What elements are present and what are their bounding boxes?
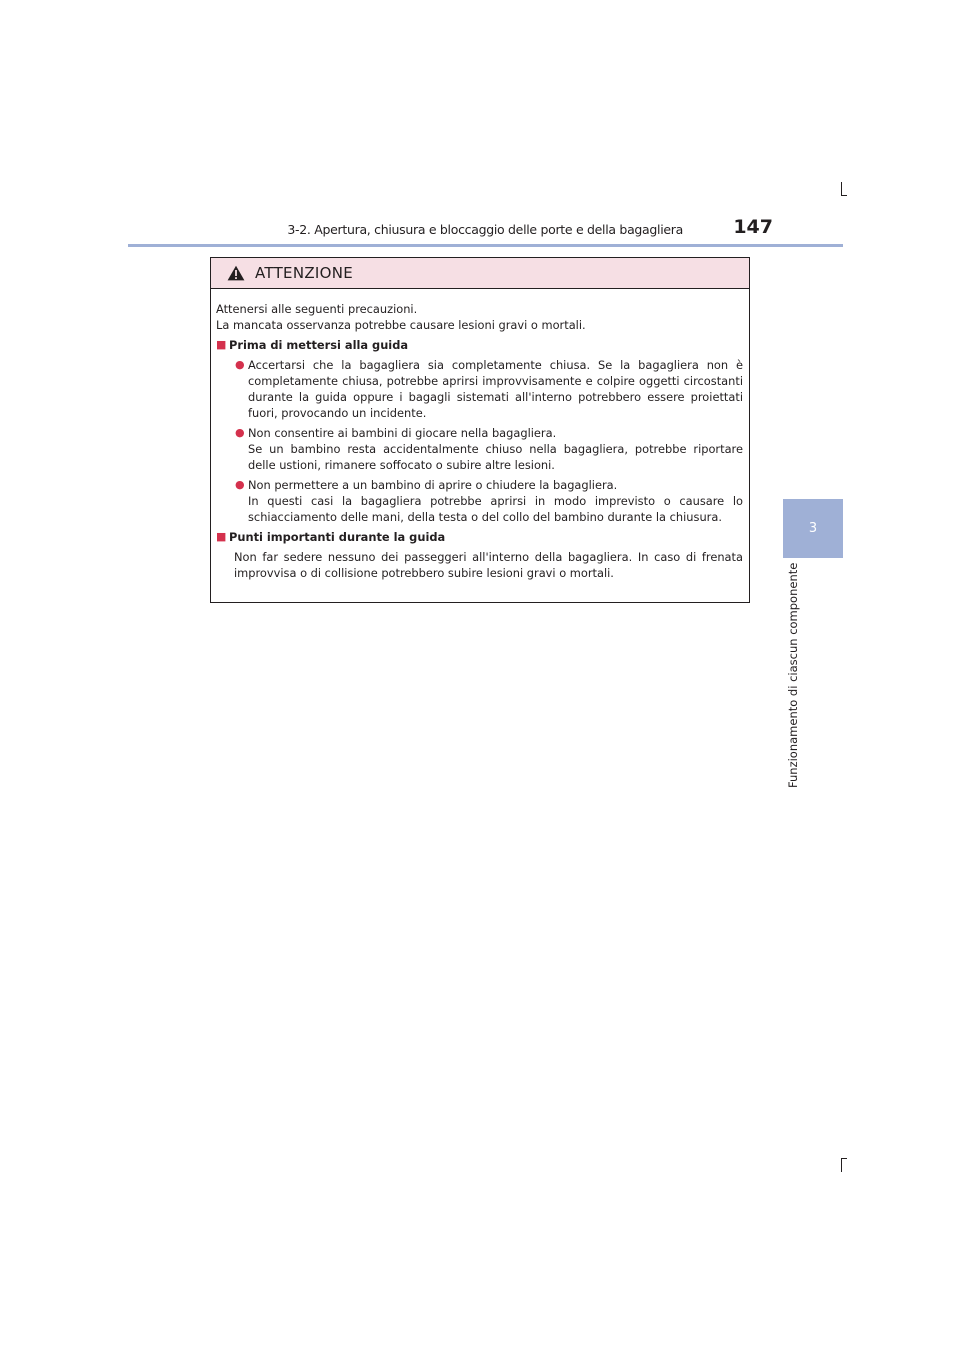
header-title: 3-2. Apertura, chiusura e bloccaggio delle porte e della bagagliera bbox=[287, 222, 683, 237]
circle-bullet-icon: ● bbox=[235, 426, 245, 439]
page-header bbox=[128, 216, 843, 246]
header-rule bbox=[128, 244, 843, 247]
square-bullet-icon: ■ bbox=[216, 338, 227, 351]
section-title: Punti importanti durante la guida bbox=[229, 530, 446, 544]
crop-mark bbox=[841, 195, 847, 196]
warning-title: ATTENZIONE bbox=[255, 264, 354, 282]
section-title: Prima di mettersi alla guida bbox=[229, 338, 409, 352]
circle-bullet-icon: ● bbox=[235, 478, 245, 491]
square-bullet-icon: ■ bbox=[216, 530, 227, 543]
list-item bbox=[216, 357, 743, 421]
section-heading bbox=[216, 529, 743, 545]
chapter-number: 3 bbox=[808, 521, 818, 536]
page-number: 147 bbox=[733, 216, 773, 238]
section-text: Non far sedere nessuno dei passeggeri all'interno della bagagliera. In caso di frenata improvvisa o di collisione potrebbero subire lesioni gravi o mortali. bbox=[234, 550, 743, 580]
list-item bbox=[216, 477, 743, 525]
bullet-text: Non consentire ai bambini di giocare nella bagagliera. Se un bambino resta accidentalmente chiuso nella bagagliera, potrebbe riportare delle ustioni, rimanere soffocato o subire altre lesioni. bbox=[248, 426, 743, 472]
section-heading bbox=[216, 337, 743, 353]
chapter-tab bbox=[783, 499, 843, 558]
chapter-title: Funzionamento di ciascun componente bbox=[786, 563, 800, 789]
warning-body bbox=[211, 289, 749, 581]
bullet-text: Non permettere a un bambino di aprire o chiudere la bagagliera. In questi casi la bagagliera potrebbe aprirsi in modo imprevisto o causare lo schiacciamento delle mani, della testa o del collo del bambino durante la chiusura. bbox=[248, 478, 743, 524]
circle-bullet-icon: ● bbox=[235, 358, 245, 371]
intro-line: Attenersi alle seguenti precauzioni. bbox=[216, 302, 418, 316]
crop-mark bbox=[841, 1158, 847, 1159]
list-item bbox=[216, 425, 743, 473]
warning-triangle-icon bbox=[227, 265, 245, 281]
warning-header bbox=[211, 258, 749, 289]
crop-mark bbox=[841, 182, 842, 196]
warning-box bbox=[210, 257, 750, 603]
bullet-text: Accertarsi che la bagagliera sia completamente chiusa. Se la bagagliera non è completamente chiusa, potrebbe aprirsi improvvisamente e colpire oggetti circostanti durante la guida oppure i bagagli sistemati all'interno potrebbero essere proiettati fuori, provocando un incidente. bbox=[248, 358, 743, 420]
crop-mark bbox=[841, 1158, 842, 1172]
intro-line: La mancata osservanza potrebbe causare lesioni gravi o mortali. bbox=[216, 318, 586, 332]
